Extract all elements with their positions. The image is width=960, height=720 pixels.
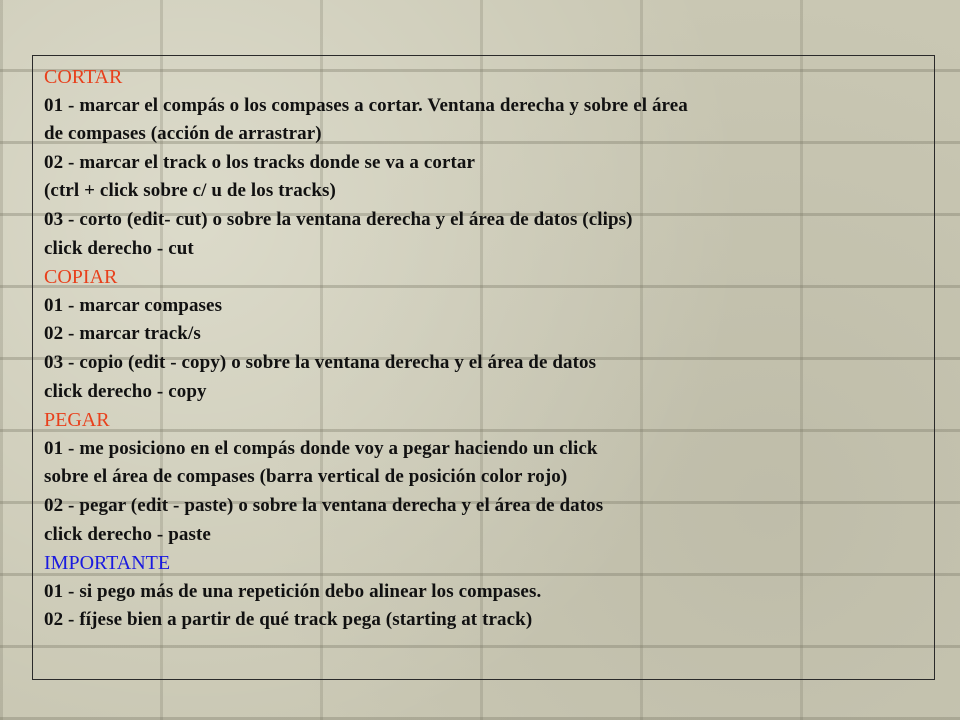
heading-copiar: COPIAR (44, 266, 118, 289)
importante-line-1: 01 - si pego más de una repetición debo alinear los compases. (44, 580, 542, 602)
cortar-line-1: 01 - marcar el compás o los compases a cortar. Ventana derecha y sobre el área (44, 94, 688, 116)
pegar-line-4: click derecho - paste (44, 523, 211, 545)
copiar-line-4: click derecho - copy (44, 380, 207, 402)
copiar-line-3: 03 - copio (edit - copy) o sobre la ventana derecha y el área de datos (44, 351, 597, 373)
cortar-line-3: 02 - marcar el track o los tracks donde se va a cortar (44, 151, 476, 173)
copiar-line-2: 02 - marcar track/s (44, 323, 201, 345)
heading-importante: IMPORTANTE (44, 552, 171, 575)
cortar-line-4: (ctrl + click sobre c/ u de los tracks) (44, 180, 336, 202)
cortar-line-2: de compases (acción de arrastrar) (44, 123, 322, 145)
heading-cortar: CORTAR (44, 66, 123, 88)
pegar-line-3: 02 - pegar (edit - paste) o sobre la ventana derecha y el área de datos (44, 494, 604, 516)
pegar-line-2: sobre el área de compases (barra vertical de posición color rojo) (44, 466, 568, 488)
heading-pegar: PEGAR (44, 409, 110, 432)
cortar-line-5: 03 - corto (edit- cut) o sobre la ventana derecha y el área de datos (clips) (44, 208, 633, 230)
pegar-line-1: 01 - me posiciono en el compás donde voy a pegar haciendo un click (44, 437, 598, 459)
slide-content (44, 63, 924, 635)
cortar-line-6: click derecho - cut (44, 237, 194, 259)
importante-line-2: 02 - fíjese bien a partir de qué track pega (starting at track) (44, 609, 533, 631)
copiar-line-1: 01 - marcar compases (44, 294, 223, 316)
